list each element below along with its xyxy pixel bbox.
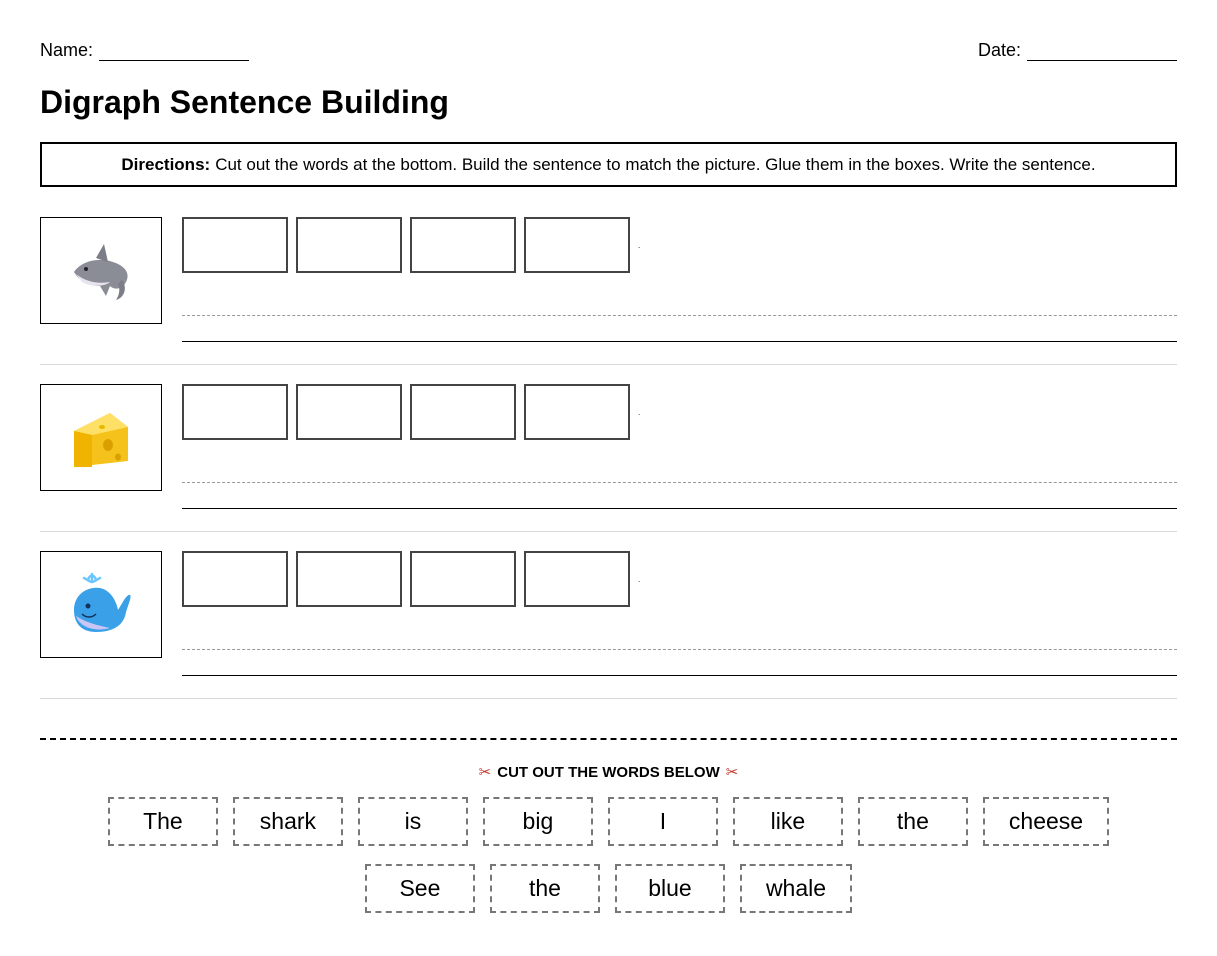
word-box-3[interactable] [410, 384, 516, 440]
writing-guide-dashed [182, 649, 1177, 650]
word-card[interactable]: shark [233, 797, 343, 846]
word-box-2[interactable] [296, 551, 402, 607]
directions-label: Directions: [121, 154, 211, 174]
directions-text: Cut out the words at the bottom. Build the sentence to match the picture. Glue them in the boxes. Write the sentence. [215, 154, 1096, 174]
word-card[interactable]: is [358, 797, 468, 846]
word-box-4[interactable] [524, 384, 630, 440]
cut-line [40, 738, 1177, 740]
name-line[interactable] [99, 44, 249, 61]
word-box-3[interactable] [410, 551, 516, 607]
directions-box [40, 142, 1177, 187]
writing-line[interactable] [182, 508, 1177, 509]
word-box-1[interactable] [182, 384, 288, 440]
word-box-1[interactable] [182, 217, 288, 273]
writing-guide-dashed [182, 482, 1177, 483]
word-box-2[interactable] [296, 384, 402, 440]
sentence-period: . [638, 408, 641, 417]
cheese-icon [68, 405, 134, 471]
word-card[interactable]: cheese [983, 797, 1109, 846]
picture-frame [40, 551, 162, 658]
word-box-4[interactable] [524, 217, 630, 273]
header [40, 40, 1177, 64]
cut-title-text: CUT OUT THE WORDS BELOW [497, 764, 720, 781]
writing-line[interactable] [182, 341, 1177, 342]
word-card[interactable]: big [483, 797, 593, 846]
picture-frame [40, 384, 162, 491]
name-label: Name: [40, 40, 94, 60]
sentence-period: . [638, 241, 641, 250]
writing-guide-dashed [182, 315, 1177, 316]
whale-icon [66, 570, 136, 640]
date-label: Date: [977, 40, 1021, 60]
word-card[interactable]: whale [740, 864, 852, 913]
word-card[interactable]: See [365, 864, 475, 913]
sentence-row [40, 384, 1177, 532]
word-card[interactable]: like [733, 797, 843, 846]
sentence-row [40, 551, 1177, 699]
word-box-2[interactable] [296, 217, 402, 273]
sentence-period: . [638, 575, 641, 584]
writing-line[interactable] [182, 675, 1177, 676]
scissors-icon: ✂ [725, 764, 739, 781]
page-title: Digraph Sentence Building [40, 84, 449, 120]
picture-frame [40, 217, 162, 324]
word-card[interactable]: The [108, 797, 218, 846]
word-card[interactable]: the [490, 864, 600, 913]
word-box-4[interactable] [524, 551, 630, 607]
name-field[interactable] [40, 40, 249, 61]
cut-title [0, 763, 1217, 781]
word-card[interactable]: blue [615, 864, 725, 913]
word-box-1[interactable] [182, 551, 288, 607]
shark-icon [66, 236, 136, 306]
word-card[interactable]: the [858, 797, 968, 846]
sentence-row [40, 217, 1177, 365]
date-field[interactable] [978, 40, 1177, 61]
word-box-3[interactable] [410, 217, 516, 273]
word-card[interactable]: I [608, 797, 718, 846]
scissors-icon: ✂ [478, 764, 492, 781]
word-cards-row [0, 797, 1217, 846]
word-cards-row [0, 864, 1217, 913]
date-line[interactable] [1027, 44, 1177, 61]
